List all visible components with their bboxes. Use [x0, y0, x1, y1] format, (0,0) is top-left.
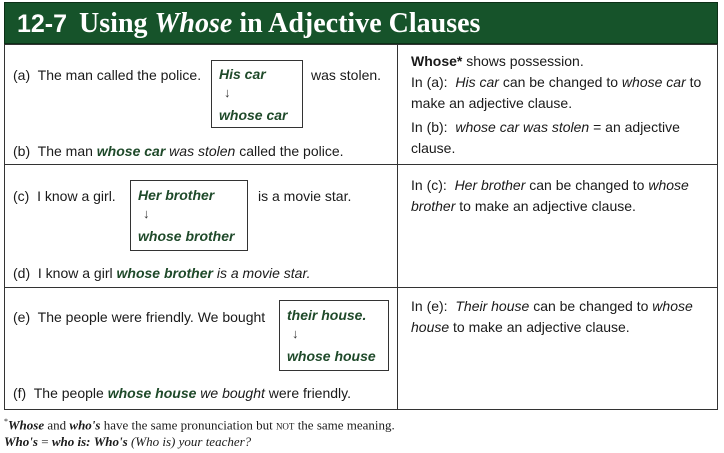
section-number: 12-7	[17, 10, 68, 38]
title-prefix: Using	[79, 8, 148, 39]
title-emphasis: Whose	[154, 8, 233, 39]
chart-table	[4, 44, 718, 410]
original-phrase: His car	[219, 66, 266, 82]
example-c: (c) I know a girl.	[13, 188, 116, 204]
table-row	[5, 165, 717, 288]
explanation-notes: In (c): Her brother can be changed to whose brother to make an adjective clause.	[411, 177, 689, 214]
footnote-line-2: Who's = who is: Who's (Who is) your teacher?	[4, 434, 252, 449]
transform-box	[279, 300, 389, 371]
example-a: (a) The man called the police.	[13, 67, 202, 83]
down-arrow-icon: ↓	[224, 85, 231, 100]
transform-box	[211, 60, 303, 128]
explanation-notes: In (e): Their house can be changed to whose house to make an adjective clause.	[411, 298, 693, 335]
original-phrase: their house.	[287, 307, 367, 323]
replacement-phrase: whose house	[287, 348, 376, 364]
transform-box	[130, 180, 248, 251]
replacement-phrase: whose car	[219, 107, 288, 123]
whose-term: Whose*	[411, 53, 463, 69]
explanation-notes: Whose* shows possession. In (a): His car can be changed to whose car to make an adjective clause. In (b): whose car was stolen = an adjective clause.	[411, 53, 702, 156]
example-a-end: was stolen.	[311, 67, 382, 83]
example-c-end: is a movie star.	[258, 188, 352, 204]
footnote-line-1: *Whose and who's have the same pronunciation but not the same meaning.	[4, 417, 395, 433]
example-e: (e) The people were friendly. We bought	[13, 309, 266, 325]
table-row	[5, 288, 717, 409]
table-row	[5, 45, 717, 165]
title-suffix: in Adjective Clauses	[239, 8, 481, 39]
example-f: (f) The people whose house we bought were friendly.	[13, 385, 351, 401]
example-b: (b) The man whose car was stolen called the police.	[13, 143, 344, 159]
down-arrow-icon: ↓	[292, 326, 299, 341]
replacement-phrase: whose brother	[138, 228, 235, 244]
original-phrase: Her brother	[138, 187, 215, 203]
down-arrow-icon: ↓	[143, 206, 150, 221]
example-d: (d) I know a girl whose brother is a movie star.	[13, 265, 311, 281]
section-title	[4, 2, 718, 44]
